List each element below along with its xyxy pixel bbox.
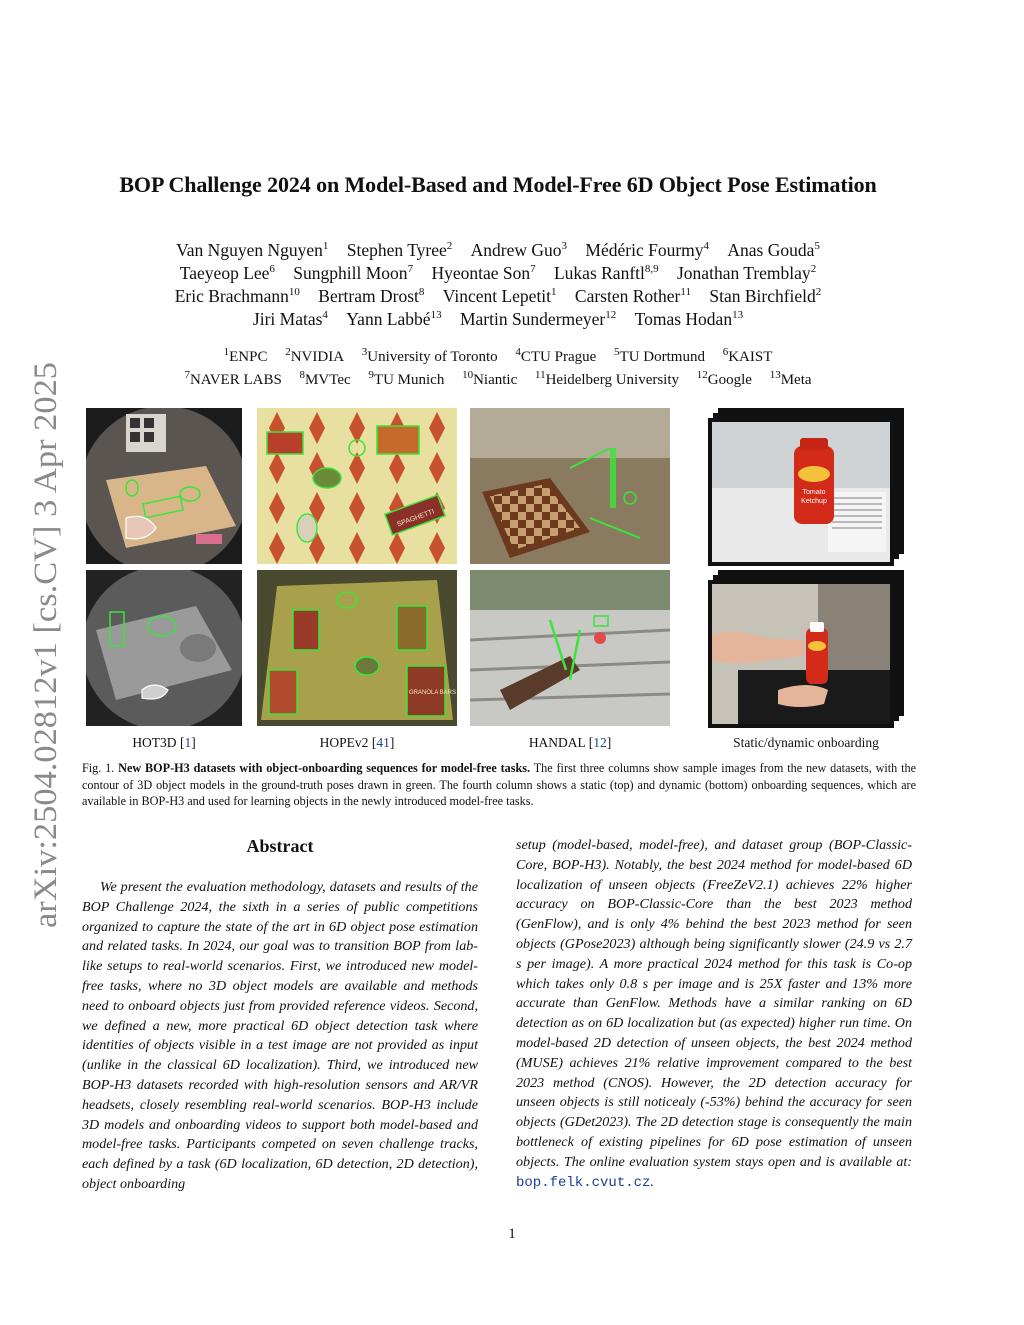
abstract-text-right: setup (model-based, model-free), and dataset group (BOP-Classic-Core, BOP-H3). Notably, the best 2024 method for model-based 6D localization of unseen objects (FreeZeV2.1) achieves 22% higher accuracy on BOP-Classic-Core than the best 2023 method (GenFlow), and is only 4% behind the best 2023 method for seen objects (GPose2023) although being significantly slower (24.9 vs 2.7 s per image). A more practical 2024 method for this task is Co-op which takes only 0.8 s per image and is 25X faster and 13% more accurate than GenFlow. Methods have a similar ranking on 6D detection as on 6D localization but (as expected) higher run time. On model-based 2D detection of unseen objects, the best 2024 method (MUSE) achieves 21% relative improvement compared to the best 2023 method (CNOS). However, the 2D detection accuracy for unseen objects is still noticealy (-53%) behind the accuracy for seen objects (GDet2023). The 2D detection stage is consequently the main bottleneck of existing pipelines for 6D pose estimation of unseen objects. The online evaluation system stays open and is available at: bop.felk.cvut.cz. — [516, 837, 912, 1191]
box-text-spaghetti: SPAGHETTI — [396, 508, 436, 529]
author: Lukas Ranftl$^{8,9}$ — [553, 263, 659, 283]
paper-title: BOP Challenge 2024 on Model-Based and Model-Free 6D Object Pose Estimation — [119, 172, 877, 197]
author: Hyeontae Son$^7$ — [431, 263, 536, 283]
arxiv-stamp-text: arXiv:2504.02812v1 [cs.CV] 3 Apr 2025 — [28, 385, 64, 928]
handal-top-image — [470, 408, 670, 564]
affiliation: $^8$MVTec — [299, 369, 351, 388]
author: Jiri Matas$^4$ — [252, 309, 328, 329]
author: Taeyeop Lee$^6$ — [179, 263, 275, 283]
affiliation: $^2$NVIDIA — [285, 346, 345, 365]
citation-link[interactable]: 12 — [593, 735, 607, 750]
affiliation: $^{11}$Heidelberg University — [534, 369, 680, 388]
author: Andrew Guo$^3$ — [470, 240, 568, 260]
author: Stan Birchfield$^2$ — [709, 286, 822, 306]
author: Carsten Rother$^{11}$ — [574, 286, 691, 306]
author: Vincent Lepetit$^1$ — [442, 286, 557, 306]
abstract-heading: Abstract — [246, 836, 314, 856]
bottle-label-top: Tomato — [802, 489, 826, 496]
figure-label-handal: HANDAL [12] — [528, 735, 612, 750]
affiliation: $^9$TU Munich — [368, 369, 445, 388]
figure-1 — [86, 408, 916, 752]
author: Tomas Hodan$^{13}$ — [634, 309, 744, 329]
affiliation: $^3$University of Toronto — [361, 346, 498, 365]
bottle-label-bottom: Ketchup — [801, 498, 827, 505]
author: Stephen Tyree$^2$ — [346, 240, 453, 260]
affiliation: $^{10}$Niantic — [462, 369, 518, 388]
author: Sungphill Moon$^7$ — [293, 263, 414, 283]
citation-link[interactable]: 41 — [376, 735, 390, 750]
static-onboarding-image — [708, 408, 904, 566]
affiliation: $^5$TU Dortmund — [614, 346, 705, 365]
arxiv-stamp — [26, 362, 66, 928]
author: Martin Sundermeyer$^{12}$ — [459, 309, 617, 329]
abstract-text-left: We present the evaluation methodology, datasets and results of the BOP Challenge 2024, the sixth in a series of public competitions organized to capture the state of the art in 6D object pose estimation and related tasks. In 2024, our goal was to transition BOP from lab-like setups to real-world scenarios. First, we introduced new model-free tasks, where no 3D object models are available and methods need to onboard objects just from provided reference videos. Second, we defined a new, more practical 6D object detection task where identities of objects visible in a test image are not provided as input (unlike in the classical 6D localization). Third, we introduced new BOP-H3 datasets recorded with high-resolution sensors and AR/VR headsets, closely resembling real-world scenarios. BOP-H3 include 3D models and onboarding videos to support both model-based and model-free tasks. Participants competed on seven challenge tracks, each defined by a task (6D localization, 6D detection, 2D detection), object onboarding — [82, 879, 478, 1192]
figure-caption: Fig. 1. New BOP-H3 datasets with object-onboarding sequences for model-free tasks. The first three columns show sample images from the new datasets, with the contour of 3D object models in the ground-truth poses drawn in green. The fourth column shows a static (top) and dynamic (bottom) onboarding sequences, which are available in BOP-H3 and used for learning objects in the newly introduced model-free tasks. — [82, 761, 917, 808]
evaluation-system-link[interactable]: bop.felk.cvut.cz — [516, 1174, 651, 1191]
handal-bottom-image — [470, 570, 670, 726]
author: Médéric Fourmy$^4$ — [585, 240, 710, 260]
hot3d-top-image — [86, 408, 242, 564]
affiliation: $^{12}$Google — [696, 369, 752, 388]
affiliation: $^4$CTU Prague — [515, 346, 597, 365]
author-list — [100, 239, 896, 331]
author: Yann Labbé$^{13}$ — [346, 309, 442, 329]
author: Jonathan Tremblay$^2$ — [677, 263, 817, 283]
figure-label-hot3d: HOT3D [1] — [132, 735, 196, 750]
author: Eric Brachmann$^{10}$ — [174, 286, 300, 306]
affiliation-list — [120, 346, 876, 392]
page-number: 1 — [508, 1226, 516, 1242]
box-text-granola: GRANOLA BARS — [409, 690, 457, 696]
figure-label-onboarding: Static/dynamic onboarding — [733, 735, 879, 750]
dynamic-onboarding-image — [708, 570, 904, 728]
hot3d-bottom-image — [86, 570, 242, 726]
author: Anas Gouda$^5$ — [727, 240, 820, 260]
author: Van Nguyen Nguyen$^1$ — [176, 240, 329, 260]
citation-link[interactable]: 1 — [184, 735, 192, 750]
affiliation: $^{13}$Meta — [769, 369, 812, 388]
affiliation: $^1$ENPC — [223, 346, 268, 365]
affiliation: $^7$NAVER LABS — [184, 369, 282, 388]
affiliation: $^6$KAIST — [722, 346, 773, 365]
figure-label-hopev2: HOPEv2 [41] — [319, 735, 395, 750]
hopev2-top-image — [257, 408, 457, 564]
author: Bertram Drost$^8$ — [318, 286, 425, 306]
hopev2-bottom-image — [257, 570, 457, 726]
